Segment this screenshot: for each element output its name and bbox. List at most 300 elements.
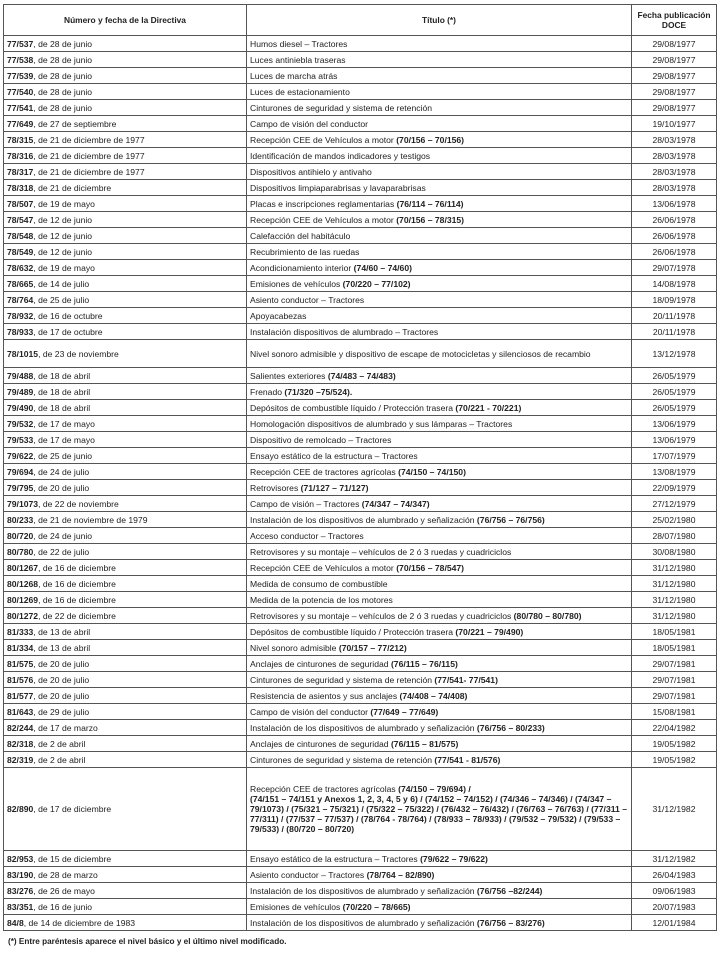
directive-cell — [4, 164, 247, 180]
directive-cell — [4, 496, 247, 512]
title-text: Depósitos de combustible líquido / Protección trasera — [250, 402, 456, 413]
directive-number: 81/643 — [7, 706, 34, 717]
directive-cell — [4, 132, 247, 148]
table-row — [4, 528, 717, 544]
directive-date: , de 24 de julio — [33, 466, 90, 477]
title-text: Nivel sonoro admisible — [250, 642, 339, 653]
directive-date: , de 28 de junio — [33, 54, 93, 65]
directive-cell — [4, 100, 247, 116]
directive-date: , de 27 de septiembre — [33, 118, 117, 129]
directive-date: , de 26 de mayo — [33, 885, 95, 896]
title-reference: (70/220 – 78/665) — [342, 901, 411, 912]
title-cell — [247, 180, 632, 196]
directive-cell — [4, 736, 247, 752]
title-cell — [247, 704, 632, 720]
title-text: Cinturones de seguridad y sistema de retención — [250, 674, 435, 685]
title-text: Instalación de los dispositivos de alumbrado y señalización — [250, 514, 477, 525]
publication-date-cell: 31/12/1980 — [632, 576, 717, 592]
publication-date-cell: 29/07/1981 — [632, 656, 717, 672]
table-row — [4, 100, 717, 116]
title-text: Recepción CEE de Vehículos a motor — [250, 562, 397, 573]
directive-cell — [4, 560, 247, 576]
table-row — [4, 36, 717, 52]
directive-cell — [4, 576, 247, 592]
table-row — [4, 544, 717, 560]
table-row — [4, 883, 717, 899]
directive-cell — [4, 704, 247, 720]
directive-number: 77/539 — [7, 70, 34, 81]
publication-date-cell: 19/05/1982 — [632, 736, 717, 752]
publication-date-cell: 18/05/1981 — [632, 624, 717, 640]
title-text: Calefacción del habitáculo — [250, 230, 351, 241]
directive-cell — [4, 52, 247, 68]
title-cell — [247, 400, 632, 416]
title-text: Medida de la potencia de los motores — [250, 594, 393, 605]
title-reference: (74/60 – 74/60) — [353, 262, 412, 273]
table-row — [4, 260, 717, 276]
title-cell — [247, 592, 632, 608]
title-text: Asiento conductor – Tractores — [250, 294, 365, 305]
directive-number: 77/541 — [7, 102, 34, 113]
title-cell — [247, 212, 632, 228]
title-cell — [247, 36, 632, 52]
title-text: Luces de estacionamiento — [250, 86, 350, 97]
title-reference: (70/156 – 78/547) — [396, 562, 465, 573]
title-text: Recepción CEE de Vehículos a motor — [250, 214, 397, 225]
publication-date-cell: 28/03/1978 — [632, 180, 717, 196]
title-reference: (71/320 –75/524). — [284, 386, 353, 397]
directive-number: 81/334 — [7, 642, 34, 653]
directive-number: 78/933 — [7, 326, 34, 337]
title-text: Luces de marcha atrás — [250, 70, 338, 81]
title-reference: (76/114 – 76/114) — [396, 198, 464, 209]
title-reference: (77/541- 77/541) — [434, 674, 498, 685]
directive-number: 82/319 — [7, 754, 34, 765]
publication-date-cell: 13/06/1979 — [632, 432, 717, 448]
title-text: Apoyacabezas — [250, 310, 307, 321]
table-header-row — [4, 5, 717, 36]
directive-number: 79/489 — [7, 386, 34, 397]
title-cell — [247, 196, 632, 212]
publication-date-cell: 13/06/1978 — [632, 196, 717, 212]
table-row — [4, 448, 717, 464]
publication-date-cell: 29/08/1977 — [632, 36, 717, 52]
directive-date: , de 12 de junio — [33, 214, 93, 225]
publication-date-cell: 26/06/1978 — [632, 228, 717, 244]
publication-date-cell: 31/12/1980 — [632, 560, 717, 576]
directive-number: 77/537 — [7, 38, 34, 49]
directive-date: , de 20 de julio — [33, 690, 90, 701]
title-text: Homologación dispositivos de alumbrado y sus lámparas – Tractores — [250, 418, 513, 429]
table-row — [4, 851, 717, 867]
directive-date: , de 17 de mayo — [33, 418, 95, 429]
directive-date: , de 21 de diciembre — [33, 182, 112, 193]
header-directive-number-date: Número y fecha de la Directiva — [4, 5, 247, 36]
table-row — [4, 196, 717, 212]
directive-cell — [4, 592, 247, 608]
table-row — [4, 608, 717, 624]
title-text: Recepción CEE de tractores agrícolas — [250, 784, 399, 794]
title-cell — [247, 851, 632, 867]
directive-number: 77/540 — [7, 86, 34, 97]
directive-number: 79/532 — [7, 418, 34, 429]
directive-cell — [4, 340, 247, 368]
directive-cell — [4, 448, 247, 464]
directive-number: 78/315 — [7, 134, 34, 145]
title-reference: (76/115 – 76/115) — [390, 658, 458, 669]
directive-number: 80/233 — [7, 514, 34, 525]
directive-number: 82/244 — [7, 722, 34, 733]
directive-number: 81/575 — [7, 658, 34, 669]
title-text: Asiento conductor – Tractores — [250, 869, 367, 880]
directive-number: 79/694 — [7, 466, 34, 477]
directive-cell — [4, 368, 247, 384]
directive-number: 78/548 — [7, 230, 34, 241]
publication-date-cell: 18/05/1981 — [632, 640, 717, 656]
header-publication-date: Fecha publicación DOCE — [632, 5, 717, 36]
table-row — [4, 560, 717, 576]
directive-cell — [4, 196, 247, 212]
directive-number: 79/1073 — [7, 498, 39, 509]
directive-date: , de 24 de junio — [33, 530, 93, 541]
table-row — [4, 228, 717, 244]
directive-date: , de 22 de julio — [33, 546, 90, 557]
table-row — [4, 656, 717, 672]
directive-date: , de 15 de diciembre — [33, 853, 112, 864]
title-reference: (70/220 – 77/102) — [342, 278, 411, 289]
publication-date-cell: 19/05/1982 — [632, 752, 717, 768]
title-text: Campo de visión del conductor — [250, 706, 371, 717]
directive-cell — [4, 464, 247, 480]
table-row — [4, 180, 717, 196]
directive-number: 78/318 — [7, 182, 34, 193]
directive-number: 83/351 — [7, 901, 34, 912]
title-cell — [247, 720, 632, 736]
directive-date: , de 16 de diciembre — [38, 594, 116, 605]
directive-cell — [4, 883, 247, 899]
title-cell — [247, 340, 632, 368]
directive-date: , de 28 de marzo — [33, 869, 98, 880]
publication-date-cell: 29/07/1981 — [632, 688, 717, 704]
directive-cell — [4, 308, 247, 324]
directive-number: 82/318 — [7, 738, 34, 749]
directive-cell — [4, 899, 247, 915]
publication-date-cell: 29/07/1981 — [632, 672, 717, 688]
table-row — [4, 915, 717, 931]
directive-cell — [4, 640, 247, 656]
title-cell — [247, 480, 632, 496]
directive-number: 78/764 — [7, 294, 34, 305]
directive-cell — [4, 720, 247, 736]
directive-date: , de 14 de diciembre de 1983 — [23, 917, 136, 928]
title-text: Dispositivos antihielo y antivaho — [250, 166, 372, 177]
title-cell — [247, 448, 632, 464]
title-cell — [247, 368, 632, 384]
title-text: Retrovisores — [250, 482, 301, 493]
publication-date-cell: 28/03/1978 — [632, 164, 717, 180]
directive-number: 79/490 — [7, 402, 34, 413]
directive-date: , de 18 de abril — [33, 402, 91, 413]
publication-date-cell: 29/08/1977 — [632, 84, 717, 100]
table-row — [4, 276, 717, 292]
directive-number: 80/1268 — [7, 578, 39, 589]
table-row — [4, 308, 717, 324]
directive-number: 79/795 — [7, 482, 34, 493]
table-row — [4, 324, 717, 340]
directive-cell — [4, 768, 247, 851]
table-row — [4, 480, 717, 496]
directives-table — [3, 4, 717, 931]
table-row — [4, 84, 717, 100]
title-text: Luces antiniebla traseras — [250, 54, 346, 65]
directive-cell — [4, 480, 247, 496]
publication-date-cell: 09/06/1983 — [632, 883, 717, 899]
directive-number: 77/538 — [7, 54, 34, 65]
table-row — [4, 672, 717, 688]
title-text: Humos diesel – Tractores — [250, 38, 348, 49]
title-cell — [247, 672, 632, 688]
directive-cell — [4, 68, 247, 84]
publication-date-cell: 26/05/1979 — [632, 368, 717, 384]
directive-date: , de 13 de abril — [33, 626, 91, 637]
table-row — [4, 867, 717, 883]
title-text: Salientes exteriores — [250, 370, 328, 381]
title-text: Cinturones de seguridad y sistema de retención — [250, 102, 433, 113]
title-reference: (76/756 –82/244) — [476, 885, 543, 896]
publication-date-cell: 25/02/1980 — [632, 512, 717, 528]
publication-date-cell: 29/07/1978 — [632, 260, 717, 276]
title-cell — [247, 244, 632, 260]
title-text: Dispositivos limpiaparabrisas y lavaparabrisas — [250, 182, 426, 193]
publication-date-cell: 15/08/1981 — [632, 704, 717, 720]
directive-date: , de 20 de julio — [33, 658, 90, 669]
publication-date-cell: 12/01/1984 — [632, 915, 717, 931]
title-cell — [247, 656, 632, 672]
title-cell — [247, 68, 632, 84]
table-row — [4, 416, 717, 432]
title-text: Recubrimiento de las ruedas — [250, 246, 360, 257]
directive-date: , de 23 de noviembre — [38, 348, 119, 359]
title-cell — [247, 688, 632, 704]
directive-date: , de 28 de junio — [33, 86, 93, 97]
title-cell — [247, 324, 632, 340]
publication-date-cell: 13/08/1979 — [632, 464, 717, 480]
title-cell — [247, 132, 632, 148]
directive-date: , de 17 de octubre — [33, 326, 103, 337]
publication-date-cell: 29/08/1977 — [632, 68, 717, 84]
publication-date-cell: 22/04/1982 — [632, 720, 717, 736]
title-cell — [247, 624, 632, 640]
title-cell — [247, 432, 632, 448]
title-text: Cinturones de seguridad y sistema de retención — [250, 754, 435, 765]
title-reference: (70/157 – 77/212) — [338, 642, 407, 653]
title-reference: (70/221 – 79/490) — [455, 626, 524, 637]
table-row — [4, 132, 717, 148]
title-text: Campo de visión – Tractores — [250, 498, 362, 509]
table-row — [4, 52, 717, 68]
directive-number: 80/780 — [7, 546, 34, 557]
directive-date: , de 16 de junio — [33, 901, 93, 912]
title-cell — [247, 752, 632, 768]
directive-cell — [4, 228, 247, 244]
title-cell — [247, 100, 632, 116]
directive-date: , de 17 de diciembre — [33, 804, 112, 814]
header-title: Título (*) — [247, 5, 632, 36]
directive-date: , de 21 de diciembre de 1977 — [33, 166, 145, 177]
title-reference: (74/151 – 74/151 y Anexos 1, 2, 3, 4, 5 y 6) / (74/152 – 74/152) / (74/346 – 74/346) / (74/347 – 79/1073) / (75/321 – 75/321) / (75/322 – 75/322) / (76/432 – 76/432) / (76/763 – 76/763) / (77/311 – 77/311) / (77/537 – 77/537) / (78/764 - 78/764) / (78/933 – 78/933) / (79/532 – 79/532) / (79/533 – 79/533) / (80/720 – 80/720) — [250, 794, 627, 834]
directive-date: , de 12 de junio — [33, 230, 93, 241]
title-text: Dispositivo de remolcado – Tractores — [250, 434, 392, 445]
publication-date-cell: 28/03/1978 — [632, 132, 717, 148]
directive-cell — [4, 608, 247, 624]
publication-date-cell: 13/06/1979 — [632, 416, 717, 432]
publication-date-cell: 31/12/1980 — [632, 592, 717, 608]
title-cell — [247, 148, 632, 164]
directive-number: 81/576 — [7, 674, 34, 685]
directive-date: , de 22 de noviembre — [38, 498, 119, 509]
table-row — [4, 368, 717, 384]
directive-cell — [4, 672, 247, 688]
directive-cell — [4, 400, 247, 416]
publication-date-cell: 18/09/1978 — [632, 292, 717, 308]
table-row — [4, 400, 717, 416]
directive-number: 80/1272 — [7, 610, 39, 621]
publication-date-cell: 26/06/1978 — [632, 244, 717, 260]
title-cell — [247, 496, 632, 512]
table-row — [4, 899, 717, 915]
directive-number: 81/333 — [7, 626, 34, 637]
directive-cell — [4, 624, 247, 640]
title-text: Campo de visión del conductor — [250, 118, 368, 129]
title-reference: (74/150 – 79/694) / — [398, 784, 471, 794]
title-text: Instalación dispositivos de alumbrado – Tractores — [250, 326, 439, 337]
directive-cell — [4, 292, 247, 308]
title-text: Emisiones de vehículos — [250, 901, 343, 912]
table-row — [4, 512, 717, 528]
directive-date: , de 21 de diciembre de 1977 — [33, 150, 145, 161]
directive-cell — [4, 752, 247, 768]
publication-date-cell: 28/03/1978 — [632, 148, 717, 164]
title-text: Instalación de los dispositivos de alumbrado y señalización — [250, 722, 477, 733]
publication-date-cell: 31/12/1982 — [632, 851, 717, 867]
table-row — [4, 384, 717, 400]
directive-number: 78/1015 — [7, 348, 39, 359]
publication-date-cell: 26/06/1978 — [632, 212, 717, 228]
directive-cell — [4, 416, 247, 432]
title-text: Recepción CEE de tractores agrícolas — [250, 466, 399, 477]
title-reference: (71/127 – 71/127) — [300, 482, 369, 493]
publication-date-cell: 26/04/1983 — [632, 867, 717, 883]
directive-date: , de 18 de abril — [33, 386, 91, 397]
table-row — [4, 464, 717, 480]
table-row — [4, 640, 717, 656]
title-text: Resistencia de asientos y sus anclajes — [250, 690, 400, 701]
title-cell — [247, 512, 632, 528]
directive-number: 78/932 — [7, 310, 34, 321]
title-reference: (76/756 – 80/233) — [476, 722, 545, 733]
directive-number: 80/1267 — [7, 562, 39, 573]
title-cell — [247, 52, 632, 68]
directive-date: , de 28 de junio — [33, 70, 93, 81]
directive-number: 78/632 — [7, 262, 34, 273]
title-reference: (76/756 – 83/276) — [476, 917, 545, 928]
directives-table-container — [3, 4, 717, 931]
publication-date-cell: 29/08/1977 — [632, 52, 717, 68]
directive-date: , de 2 de abril — [33, 754, 86, 765]
publication-date-cell: 31/12/1982 — [632, 768, 717, 851]
table-row — [4, 432, 717, 448]
title-reference: (74/408 – 74/408) — [399, 690, 468, 701]
directive-date: , de 20 de julio — [33, 674, 90, 685]
publication-date-cell: 17/07/1979 — [632, 448, 717, 464]
title-cell — [247, 736, 632, 752]
directive-date: , de 13 de abril — [33, 642, 91, 653]
title-cell — [247, 883, 632, 899]
title-text: Identificación de mandos indicadores y testigos — [250, 150, 431, 161]
title-reference: (78/764 – 82/890) — [366, 869, 435, 880]
publication-date-cell: 30/08/1980 — [632, 544, 717, 560]
directive-number: 79/533 — [7, 434, 34, 445]
publication-date-cell: 14/08/1978 — [632, 276, 717, 292]
directive-number: 83/190 — [7, 869, 34, 880]
directive-date: , de 20 de julio — [33, 482, 90, 493]
title-cell — [247, 84, 632, 100]
title-cell — [247, 608, 632, 624]
title-reference: (77/649 – 77/649) — [370, 706, 439, 717]
directive-date: , de 21 de noviembre de 1979 — [33, 514, 148, 525]
title-cell — [247, 464, 632, 480]
title-cell — [247, 116, 632, 132]
directive-number: 78/507 — [7, 198, 34, 209]
directive-date: , de 21 de diciembre de 1977 — [33, 134, 145, 145]
table-row — [4, 704, 717, 720]
table-row — [4, 496, 717, 512]
title-cell — [247, 867, 632, 883]
directive-date: , de 12 de junio — [33, 246, 93, 257]
title-cell — [247, 276, 632, 292]
publication-date-cell: 20/11/1978 — [632, 308, 717, 324]
directive-date: , de 16 de diciembre — [38, 562, 116, 573]
table-body — [4, 36, 717, 931]
table-row — [4, 164, 717, 180]
directive-cell — [4, 84, 247, 100]
publication-date-cell: 13/12/1978 — [632, 340, 717, 368]
title-reference: (74/150 – 74/150) — [398, 466, 466, 477]
directive-cell — [4, 432, 247, 448]
title-text: Nivel sonoro admisible y dispositivo de escape de motocicletas y silenciosos de recambio — [250, 348, 591, 359]
directive-date: , de 17 de mayo — [33, 434, 95, 445]
publication-date-cell: 26/05/1979 — [632, 384, 717, 400]
directive-date: , de 28 de junio — [33, 102, 93, 113]
title-cell — [247, 384, 632, 400]
directive-cell — [4, 544, 247, 560]
directive-date: , de 29 de julio — [33, 706, 90, 717]
directive-cell — [4, 212, 247, 228]
title-reference: (74/347 – 74/347) — [361, 498, 430, 509]
title-cell — [247, 915, 632, 931]
directive-number: 82/890 — [7, 804, 34, 814]
directive-cell — [4, 528, 247, 544]
title-text: Recepción CEE de Vehículos a motor — [250, 134, 397, 145]
publication-date-cell: 20/11/1978 — [632, 324, 717, 340]
title-cell — [247, 576, 632, 592]
title-cell — [247, 416, 632, 432]
publication-date-cell: 26/05/1979 — [632, 400, 717, 416]
directive-number: 77/649 — [7, 118, 34, 129]
title-cell — [247, 899, 632, 915]
directive-number: 78/316 — [7, 150, 34, 161]
title-text: Retrovisores y su montaje – vehículos de 2 ó 3 ruedas y cuadriciclos — [250, 546, 512, 557]
